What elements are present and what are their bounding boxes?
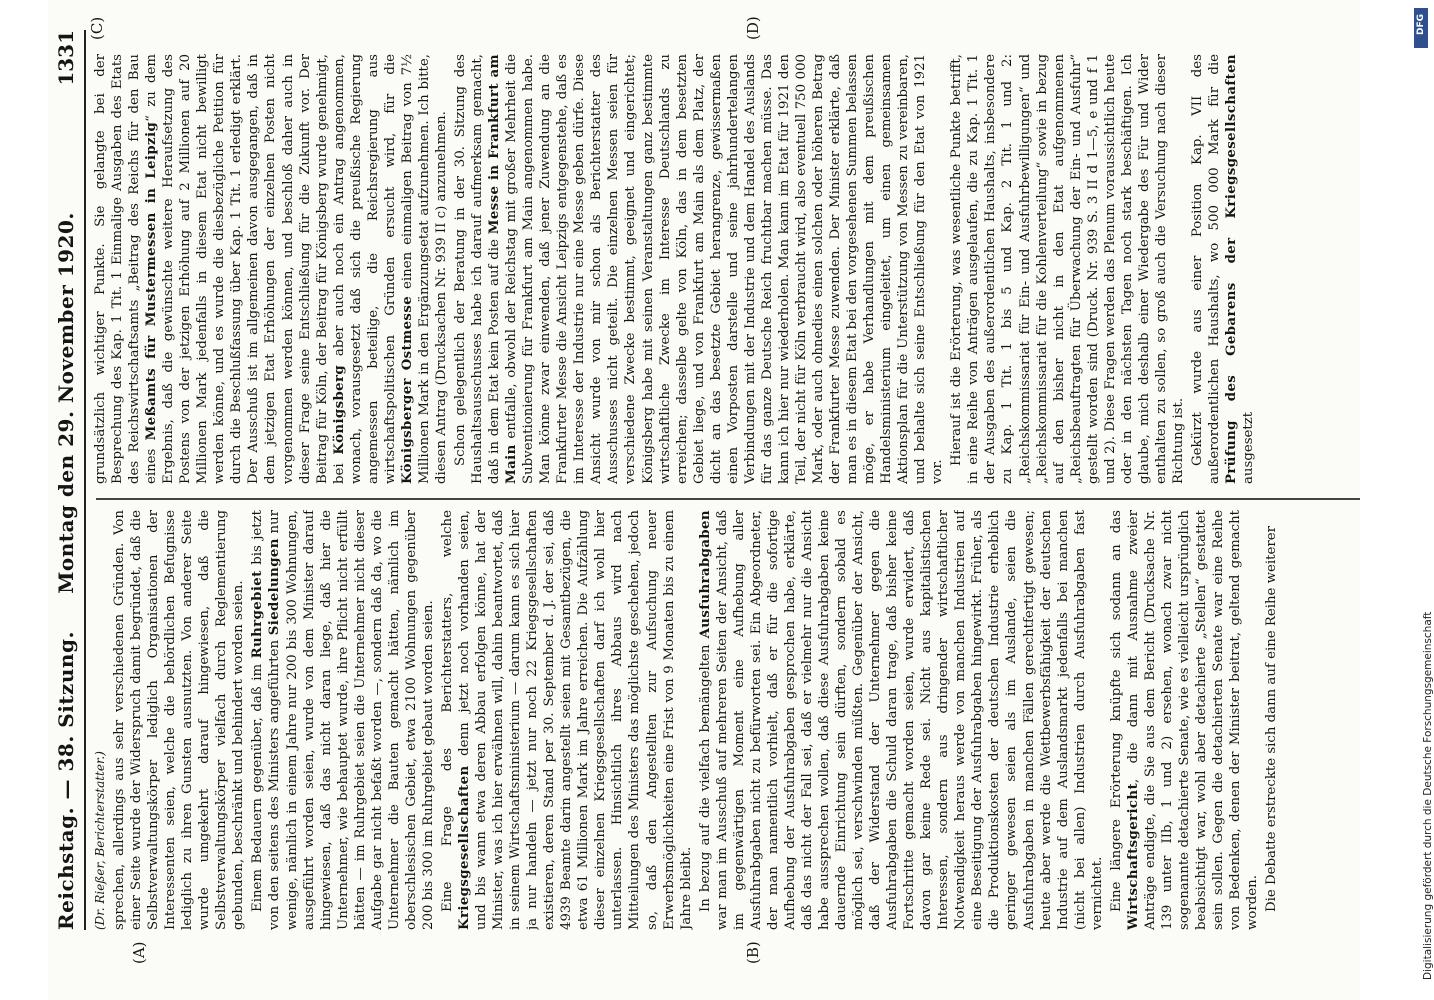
left-column bbox=[92, 510, 1282, 930]
paragraph: Die Debatte erstreckte sich dann auf eine Reihe weiterer bbox=[1264, 526, 1280, 912]
running-head bbox=[54, 30, 86, 930]
page-number: 1331 bbox=[54, 30, 78, 86]
dfg-logo: DFG bbox=[1414, 8, 1428, 48]
paragraph: sprechen, allerdings aus sehr verschiedenen Gründen. Von einer Seite wurde der Widerspruch damit begründet, daß die Selbstverwaltungskörper lediglich Organisationen der Interessenten seien, welche die behördlichen Befugnisse lediglich zu ihren Gunsten ausnutzten. Von anderer Seite wurde umgekehrt darauf hingewiesen, daß die Selbstverwaltungskörper vielfach durch Reglementierung gebunden, beschränkt und behindert worden seien. bbox=[112, 510, 247, 930]
header-left: Reichstag. — 38. Sitzung. Montag den 29. November 1920. bbox=[54, 212, 78, 930]
digitization-credit: Digitalisierung gefördert durch die Deutsche Forschungsgemeinschaft bbox=[1422, 611, 1434, 980]
margin-letter-a: (A) bbox=[130, 941, 148, 964]
margin-letter-c: (C) bbox=[88, 16, 106, 40]
paragraph: Gekürzt wurde aus einer Position Kap. VII des außerordentlichen Haushalts, wo 500 000 Mark für die Prüfung des Gebarens der Kriegsgesellschaften ausgesetzt bbox=[1190, 54, 1257, 484]
paragraph: Eine längere Erörterung knüpfte sich sodann an das Wirtschaftsgericht, die dann mit Ausnahme zweier Anträge endigte, die Sie aus dem Bericht (Drucksache Nr. 139 unter IIb, 1 und 2) ersehen, wonach zwar nicht sogenannte detachierte Senate, wie es vielleicht ursprünglich beabsichtigt war, wohl aber detachierte „Stellen“ gestattet sein sollen. Gegen die detachierten Senate war eine Reihe von Bedenken, denen der Minister beitrat, geltend gemacht worden. bbox=[1108, 510, 1261, 930]
paragraph: Eine Frage des Berichterstatters, welche Kriegsgesellschaften denn jetzt noch vorhanden seien, und bis wann etwa deren Abbau erfolgen könne, hat der Minister, was ich hier erwähnen will, dahin beantwortet, daß in seinem Wirtschaftsministerium — darum kann es sich hier ja nur handeln — jetzt nur noch 22 Kriegsgesellschaften existieren, deren Stand per 30. September d. J. der sei, daß 4939 Beamte darin angestellt seien mit Gesamtbezügen, die etwa 61 Millionen Mark im Jahre erreichen. Die Aufzählung dieser einzelnen Kriegsgesellschaften darf ich wohl hier unterlassen. Hinsichtlich ihres Abbaus wird nach Mitteilungen des Ministers das möglichste geschehen, jedoch so, daß den Angestellten zur Aufsuchung neuer Erwerbsmöglichkeiten eine Frist von 9 Monaten bis zu einem Jahre bleibt. bbox=[439, 510, 694, 930]
page-gutter bbox=[0, 0, 48, 1000]
column-rule bbox=[96, 498, 1394, 500]
right-column bbox=[92, 54, 1259, 484]
speaker-note: (Dr. Rießer, Berichterstatter.) bbox=[93, 751, 107, 930]
paragraph: In bezug auf die vielfach bemängelten Ausfuhrabgaben war man im Ausschuß auf mehreren Seiten der Ansicht, daß im gegenwärtigen Moment eine Aufhebung aller Ausfuhrabgaben nicht zu befürworten sei. Ein Abgeordneter, der man namentlich vorhielt, daß er für die sofortige Aufhebung der Ausfuhrabgaben gesprochen habe, erklärte, daß das nicht der Fall sei, daß er vielmehr nur die Ansicht habe aussprechen wollen, daß diese Ausfuhrabgaben keine dauernde Einrichtung sein dürften, sondern sobald es möglich sei, verschwinden müßten. Gegenüber der Ansicht, daß der Widerstand der Unternehmer gegen die Ausfuhrabgaben die Schuld daran trage, daß bisher keine Fortschritte gemacht worden seien, wurde erwidert, daß davon gar keine Rede sei. Nicht aus kapitalistischen Interessen, sondern aus dringender wirtschaftlicher Notwendigkeit heraus werde von manchen Industrien auf eine Beseitigung der Ausfuhrabgaben hingewirkt. Früher, als die Produktionskosten der deutschen Industrie erheblich geringer gewesen seien als im Auslande, seien die Ausfuhrabgaben in manchen Fällen gerechtfertigt gewesen; heute aber werde die Wettbewerbsfähigkeit der deutschen Industrie auf dem Auslandsmarkt jedenfalls bei manchen (nicht bei allen) Industrien durch Ausfuhrabgaben fast vernichtet. bbox=[697, 510, 1105, 930]
header-date: Montag den 29. November 1920. bbox=[54, 212, 78, 594]
paragraph: Schon gelegentlich der Beratung in der 30. Sitzung des Haushaltsausschusses habe ich darauf aufmerksam gemacht, daß in dem Etat kein Posten auf die Messe in Frankfurt am Main entfalle, obwohl der Reichstag mit großer Mehrheit die Subventionierung für Frankfurt am Main angenommen habe. Man könne zwar einwenden, daß jener Zuwendung an die Frankfurter Messe die Ansicht Leipzigs entgegenstehe, daß es im Interesse der Industrie nur eine Messe geben dürfe. Diese Ansicht wurde von mir schon als Berichterstatter des Ausschusses nicht geteilt. Die einzelnen Messen seien für verschiedene Zwecke bestimmt, geeignet und eingerichtet; Königsberg habe mit seinen Veranstaltungen ganz bestimmte wirtschaftliche Zwecke im Interesse Deutschlands zu erreichen; dasselbe gelte von Köln, das in dem besetzten Gebiet liege, und von Frankfurt am Main als dem Platz, der dicht an das besetzte Gebiet herangrenze, gewissermaßen einen Vorposten darstelle und seine jahrhundertelangen Verbindungen mit der Industrie und dem Handel des Auslands für das ganze Deutsche Reich fruchtbar machen müsse. Das kann ich hier nur wiederholen. Man kann im Etat für 1921 den Teil, der nicht für Köln verbraucht wird, also eventuell 750 000 Mark, oder auch ohnedies einen solchen oder höheren Betrag der Frankfurter Messe zuwenden. Der Minister erklärte, daß man es in diesem Etat bei den vorgesehenen Summen belassen möge, er habe Verhandlungen mit dem preußischen Handelsministerium eingeleitet, um einen gemeinsamen Aktionsplan für die Unterstützung von Messen zu vereinbaren, und behalte sich seine Entschließung für den Etat von 1921 vor. bbox=[452, 54, 946, 484]
paragraph: grundsätzlich wichtiger Punkte. Sie gelangte bei der Besprechung des Kap. 1 Tit. 1 Einmalige Ausgaben des Etats des Reichswirtschaftsamts „Beitrag des Reichs für den Bau eines Meßamts für Mustermessen in Leipzig“ zu dem Ergebnis, daß die gewünschte weitere Heraufsetzung des Postens von der jetzigen Erhöhung auf 2 Millionen auf 20 Millionen Mark jedenfalls in diesem Etat nicht bewilligt werden könne, und es wurde die diesbezügliche Petition für durch die Beschlußfassung über Kap. 1 Tit. 1 erledigt erklärt. Der Ausschuß ist im allgemeinen davon ausgegangen, daß in dem jetzigen Etat Erhöhungen der einzelnen Posten nicht vorgenommen werden können, und beschloß daher auch in dieser Frage seine Entschließung für die Zukunft vor. Der Beitrag für Köln, der Beitrag für Königsberg wurde genehmigt, bei Königsberg aber auch noch ein Antrag angenommen, wonach, vorausgesetzt daß sich die preußische Regierung angemessen beteilige, die Reichsregierung aus wirtschaftspolitischen Gründen ersucht wird, für die Königsberger Ostmesse einen einmaligen Beitrag von 7½ Millionen Mark in den Ergänzungsetat aufzunehmen. Ich bitte, diesen Antrag (Drucksachen Nr. 939 II c) anzunehmen. bbox=[93, 54, 449, 484]
margin-letter-b: (B) bbox=[744, 941, 762, 964]
margin-letter-d: (D) bbox=[744, 16, 762, 40]
paragraph: Einem Bedauern gegenüber, daß im Ruhrgebiet bis jetzt von den seitens des Ministers angeführten Siedelungen nur wenige, nämlich in einem Jahre nur 200 bis 300 Wohnungen, ausgeführt worden seien, wurde von dem Minister darauf hingewiesen, daß das nicht daran liege, daß hier die Unternehmer, wie behauptet wurde, ihre Pflicht nicht erfüllt hätten — im Ruhrgebiet seien die Unternehmer nicht dieser Aufgabe gar nicht befaßt worden —, sondern daß da, wo die Unternehmer die Bauten gemacht hätten, nämlich im oberschlesischen Gebiet, etwa 2100 Wohnungen gegenüber 200 bis 300 im Ruhrgebiet gebaut worden seien. bbox=[250, 510, 436, 930]
paragraph: Hierauf ist die Erörterung, was wesentliche Punkte betrifft, in eine Reihe von Anträgen ausgelaufen, die zu Kap. 1 Tit. 1 der Ausgaben des außerordentlichen Haushalts, insbesondere zu Kap. 1 Tit. 1 bis 5 und Kap. 2 Tit. 1 und 2: „Reichskommissariat für Ein- und Ausfuhrbewilligungen“ und „Reichskommissariat für die Kohlenverteilung“ sowie in bezug auf den bisher nicht in den Etat aufgenommenen „Reichsbeauftragten für Überwachung der Ein- und Ausfuhr“ gestellt worden sind (Druck. Nr. 939 S. 3 II d 1—5, e und f 1 und 2). Diese Fragen werden das Plenum voraussichtlich heute oder in den nächsten Tagen noch stark beschäftigen. Ich glaube, mich deshalb einer Wiedergabe des Für und Wider enthalten zu sollen, so groß auch die Versuchung nach dieser Richtung ist. bbox=[949, 54, 1186, 484]
